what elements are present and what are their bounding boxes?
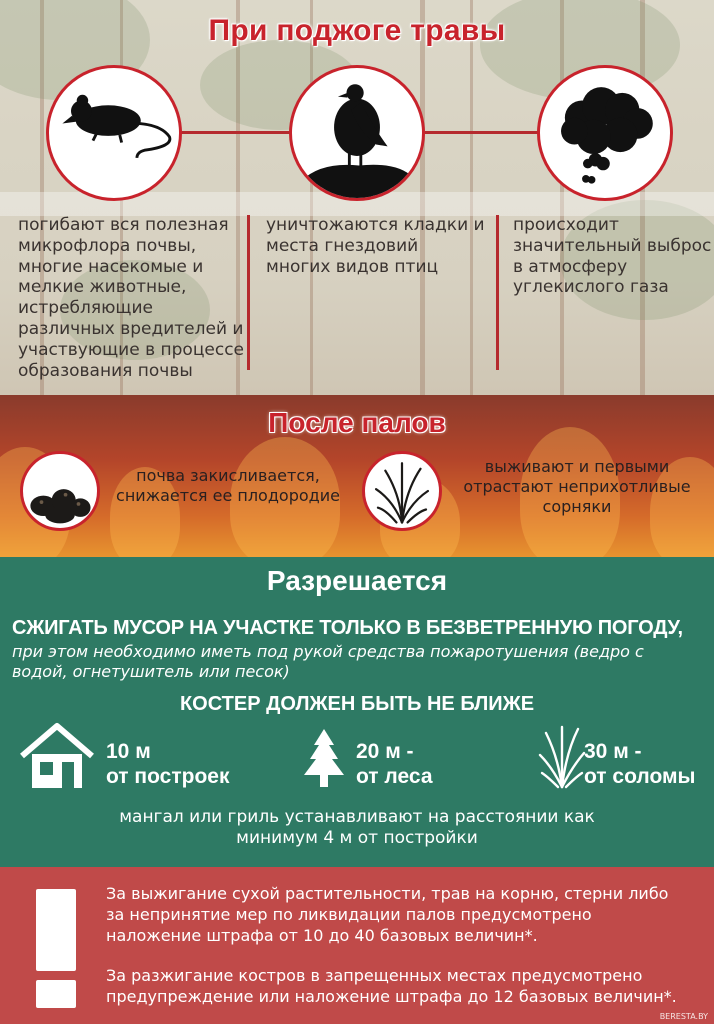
soil-acidifies-text: почва закисливается, снижается ее плодородие — [116, 466, 340, 505]
straw-icon — [538, 723, 586, 789]
effect-nests: уничтожаются кладки и места гнездовий многих видов птиц — [266, 215, 485, 277]
arson-title: При поджоге травы — [208, 14, 506, 47]
fir-tree-icon — [300, 727, 348, 789]
distance-straw: 30 м - от соломы — [584, 740, 696, 788]
effect-co2: происходит значительный выброс в атмосферу углекислого газа — [513, 215, 712, 298]
grill-note: мангал или гриль устанавливают на расстоянии как минимум 4 м от постройки — [119, 807, 595, 848]
mouse-icon — [46, 65, 182, 201]
exclamation-icon — [36, 889, 76, 971]
distance-forest: 20 м - от леса — [356, 740, 433, 788]
allowed-title: Разрешается — [266, 565, 448, 596]
after-fire-section — [0, 395, 714, 557]
arson-section — [0, 0, 714, 395]
burning-note: при этом необходимо иметь под рукой средства пожаротушения (ведро с водой, огнетушитель или песок) — [12, 642, 644, 681]
distance-buildings: 10 м от построек — [106, 740, 230, 788]
weeds-text: выживают и первыми отрастают неприхотливые сорняки — [463, 457, 691, 516]
fines-section — [0, 867, 714, 1024]
weeds-icon — [362, 451, 442, 531]
house-icon — [18, 722, 96, 790]
smoke-cloud-icon — [537, 65, 673, 201]
site-credit: BERESTA.BY — [659, 1012, 708, 1021]
distance-title: КОСТЕР ДОЛЖЕН БЫТЬ НЕ БЛИЖЕ — [179, 693, 535, 715]
bird-icon — [289, 65, 425, 201]
fine-campfire: За разжигание костров в запрещенных местах предусмотрено предупреждение или наложение штрафа до 12 базовых величин*. — [106, 966, 677, 1006]
burning-rule: СЖИГАТЬ МУСОР НА УЧАСТКЕ ТОЛЬКО В БЕЗВЕТРЕННУЮ ПОГОДУ, — [12, 617, 683, 639]
soil-clods-icon — [20, 451, 100, 531]
allowed-section — [0, 557, 714, 867]
after-fire-title: После палов — [268, 407, 446, 438]
fine-burning-vegetation: За выжигание сухой растительности, трав на корню, стерни либо за непринятие мер по ликвидации палов предусмотрено наложение штрафа от 10 до 40 базовых величин*. — [106, 884, 669, 945]
effect-microflora: погибают вся полезная микрофлора почвы, многие насекомые и мелкие животные, истребляющие различных вредителей и участвующие в процессе образования почвы — [18, 215, 244, 381]
